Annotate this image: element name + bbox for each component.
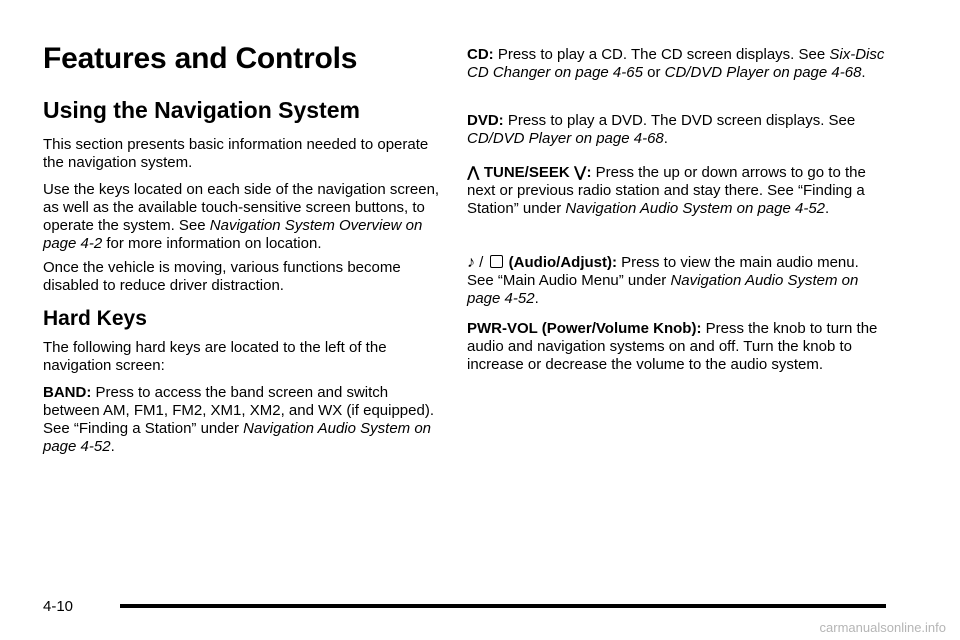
band-tail: .	[110, 438, 115, 455]
intro-paragraph: This section presents basic information needed to operate the navigation system.	[43, 136, 429, 171]
audio-adjust-text: Press to view the main audio menu. See “Main Audio Menu” under	[467, 254, 859, 289]
pwr-vol-text: Press the knob to turn the audio and navigation systems on and off. Turn the knob to increase or decrease the volume to the audio system.	[467, 320, 878, 373]
dvd-tail: .	[663, 130, 668, 147]
adjust-box-icon	[490, 255, 503, 268]
pwr-vol-label: PWR-VOL (Power/Volume Knob):	[467, 320, 702, 337]
tune-seek-colon: :	[586, 164, 592, 181]
audio-adjust-label: (Audio/Adjust):	[504, 254, 617, 271]
dvd-entry	[467, 112, 887, 148]
keys-paragraph	[43, 181, 441, 253]
cd-tail: .	[861, 64, 866, 81]
keys-paragraph-text: Use the keys located on each side of the navigation screen, as well as the available touch-sensitive screen buttons, to operate the system. See	[43, 181, 440, 234]
cd-text: Press to play a CD. The CD screen displays. See	[493, 46, 830, 63]
tune-seek-tail: .	[825, 200, 830, 217]
music-note-icon: ♪	[467, 254, 475, 271]
audio-separator: /	[475, 254, 488, 271]
tune-seek-text: Press the up or down arrows to go to the next or previous radio station and stay there. See “Finding a Station” under	[467, 164, 866, 217]
chevron-up-icon: ⋀	[467, 164, 480, 181]
cd-dvd-player-reference[interactable]: CD/DVD Player on page 4-68	[664, 64, 862, 81]
pwr-vol-entry	[467, 320, 887, 374]
band-label: BAND:	[43, 384, 92, 401]
audio-adjust-entry	[467, 254, 887, 308]
hard-keys-heading: Hard Keys	[43, 307, 147, 330]
cd-changer-reference[interactable]: Six-Disc CD Changer on page 4-65	[467, 46, 885, 81]
footer-divider	[120, 604, 886, 608]
watermark: carmanualsonline.info	[819, 620, 946, 635]
dvd-text: Press to play a DVD. The DVD screen displays. See	[503, 112, 856, 129]
band-reference[interactable]: Navigation Audio System on page 4-52	[43, 420, 432, 455]
page-number: 4-10	[43, 598, 74, 615]
band-entry	[43, 384, 441, 456]
tune-seek-label: TUNE/SEEK	[479, 164, 574, 181]
dvd-label: DVD:	[467, 112, 504, 129]
keys-paragraph-tail: for more information on location.	[102, 235, 322, 252]
page-title: Features and Controls	[43, 42, 358, 75]
distraction-paragraph: Once the vehicle is moving, various functions become disabled to reduce driver distraction.	[43, 259, 401, 294]
band-text: Press to access the band screen and switch between AM, FM1, FM2, XM1, XM2, and WX (if equipped). See “Finding a Station” under	[43, 384, 434, 437]
tune-seek-reference[interactable]: Navigation Audio System on page 4-52	[565, 200, 826, 217]
tune-seek-entry	[467, 164, 887, 218]
cd-label: CD:	[467, 46, 494, 63]
audio-adjust-reference[interactable]: Navigation Audio System on page 4-52	[467, 272, 859, 307]
cd-entry	[467, 46, 887, 82]
nav-overview-reference[interactable]: Navigation System Overview on page 4-2	[43, 217, 423, 252]
cd-mid: or	[642, 64, 665, 81]
audio-adjust-tail: .	[534, 290, 539, 307]
section-title: Using the Navigation System	[43, 97, 360, 123]
chevron-down-icon: ⋁	[573, 164, 587, 181]
dvd-reference[interactable]: CD/DVD Player on page 4-68	[467, 130, 664, 147]
hard-keys-intro: The following hard keys are located to the left of the navigation screen:	[43, 339, 387, 374]
